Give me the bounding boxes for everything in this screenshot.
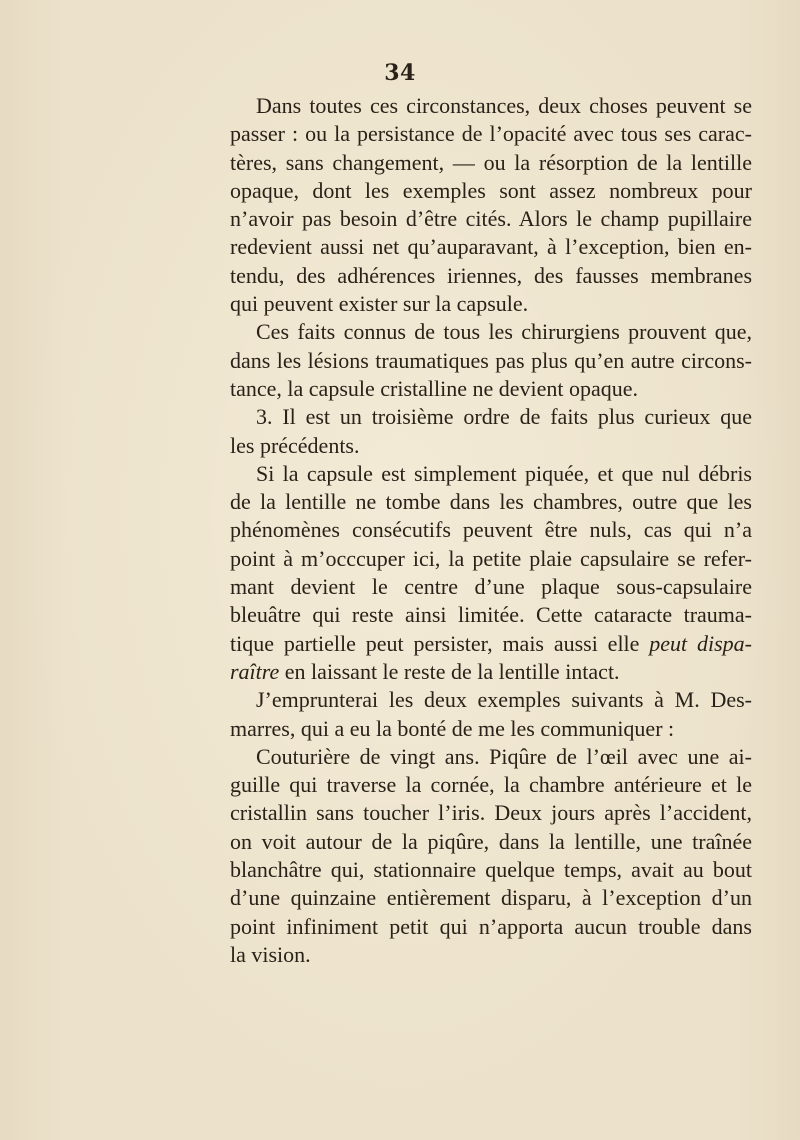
text-line [230,630,752,658]
text-line: Si la capsule est simplement piquée, et que nul débris [256,460,752,486]
line-segment: en laissant le reste de la lentille intact. [284,658,620,684]
text-line: tendu, des adhérences iriennes, des fausses membranes [230,262,752,288]
italic-text: peut dispa- [649,630,752,656]
italic-text: raître [230,658,280,684]
text-line: qui peuvent exister sur la capsule. [230,291,529,317]
text-line: on voit autour de la piqûre, dans la lentille, une traînée [230,828,752,854]
line-segment: tique partielle peut persister, mais aussi elle [230,630,640,656]
text-line: marres, qui a eu la bonté de me les communiquer : [230,715,675,741]
text-line: guille qui traverse la cornée, la chambre antérieure et le [230,772,752,798]
text-line: dans les lésions traumatiques pas plus qu’en autre circons- [230,347,752,373]
text-line: passer : ou la persistance de l’opacité avec tous ses carac- [230,121,752,147]
text-line: mant devient le centre d’une plaque sous-capsulaire [230,574,752,600]
text-line [230,658,752,686]
text-line: redevient aussi net qu’auparavant, à l’exception, bien en- [230,234,752,260]
text-line: n’avoir pas besoin d’être cités. Alors le champ pupillaire [230,206,752,232]
page-number: 34 [384,60,416,86]
text-line: tance, la capsule cristalline ne devient opaque. [230,375,639,401]
text-line: les précédents. [230,432,360,458]
text-line: de la lentille ne tombe dans les chambres, outre que les [230,489,752,515]
text-line: phénomènes consécutifs peuvent être nuls, cas qui n’a [230,517,752,543]
text-line: blanchâtre qui, stationnaire quelque temps, avait au bout [230,857,752,883]
text-line: d’une quinzaine entièrement disparu, à l’exception d’un [230,885,752,911]
text-line: Couturière de vingt ans. Piqûre de l’œil avec une ai- [256,743,752,769]
text-line: point infiniment petit qui n’apporta aucun trouble dans [230,913,752,939]
text-line: 3. Il est un troisième ordre de faits plus curieux que [256,404,752,430]
text-line: Ces faits connus de tous les chirurgiens prouvent que, [256,319,752,345]
text-line: J’emprunterai les deux exemples suivants à M. Des- [256,687,752,713]
text-line: opaque, dont les exemples sont assez nombreux pour [230,177,752,203]
text-line: tères, sans changement, — ou la résorption de la lentille [230,149,752,175]
text-line: point à m’occcuper ici, la petite plaie capsulaire se refer- [230,545,752,571]
text-line: cristallin sans toucher l’iris. Deux jours après l’accident, [230,800,752,826]
text-line: bleuâtre qui reste ainsi limitée. Cette cataracte trauma- [230,602,752,628]
body-text [230,92,752,969]
text-line: Dans toutes ces circonstances, deux choses peuvent se [256,93,752,118]
text-line: la vision. [230,941,311,967]
